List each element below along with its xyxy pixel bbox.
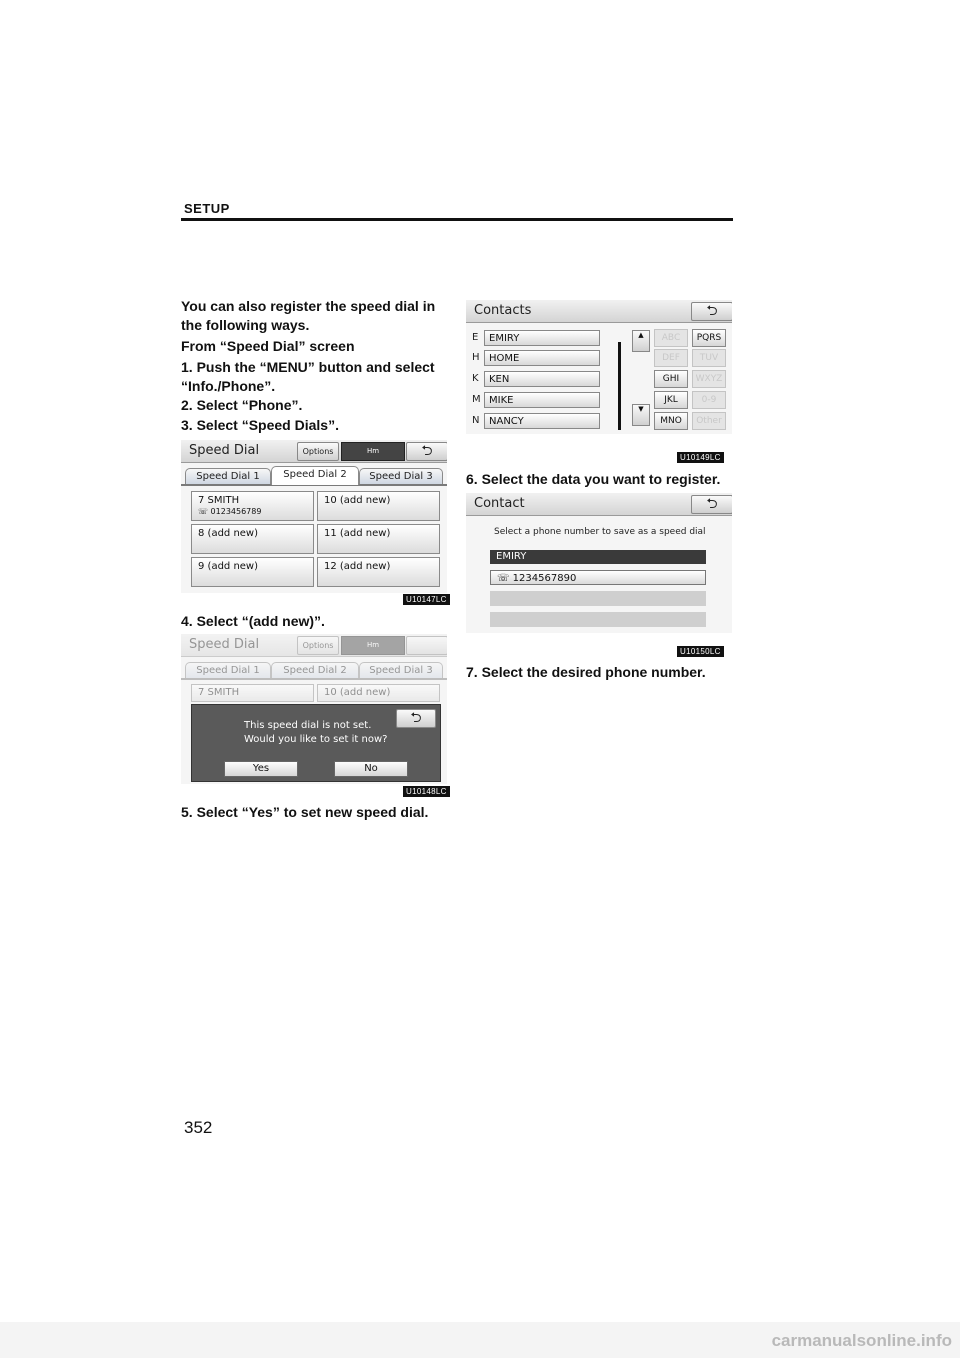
options-button: Options bbox=[297, 636, 339, 655]
contact-name-bar: EMIRY bbox=[490, 550, 706, 564]
dialog-back-button[interactable]: ⮌ bbox=[396, 709, 436, 728]
phone-status: Hm bbox=[341, 636, 405, 655]
tab-bar bbox=[181, 660, 447, 680]
key-other: Other bbox=[692, 412, 726, 430]
key-mno[interactable]: MNO bbox=[654, 412, 688, 430]
cell-label: 10 (add new) bbox=[324, 687, 391, 698]
title-bar bbox=[466, 300, 732, 323]
screen-title: Contact bbox=[474, 496, 525, 511]
title-bar bbox=[466, 493, 732, 516]
key-def: DEF bbox=[654, 349, 688, 367]
screen-title: Speed Dial bbox=[189, 443, 260, 458]
options-button[interactable]: Options bbox=[297, 442, 339, 461]
speed-dial-confirm-screen bbox=[181, 634, 447, 784]
index-letter: N bbox=[472, 415, 480, 426]
key-pqrs[interactable]: PQRS bbox=[692, 329, 726, 347]
screen-title: Contacts bbox=[474, 303, 532, 318]
page-number: 352 bbox=[184, 1118, 213, 1137]
image-code-2: U10148LC bbox=[403, 786, 450, 797]
phone-number-button[interactable]: ☏ 1234567890 bbox=[490, 570, 706, 585]
contact-ken[interactable]: KEN bbox=[484, 371, 600, 387]
key-jkl[interactable]: JKL bbox=[654, 391, 688, 409]
from-heading: From “Speed Dial” screen bbox=[181, 338, 355, 354]
empty-number-slot bbox=[490, 612, 706, 627]
screen-title: Speed Dial bbox=[189, 637, 260, 652]
no-button[interactable]: No bbox=[334, 761, 408, 777]
index-letter: E bbox=[472, 332, 479, 343]
cell-label: 7 SMITH bbox=[198, 495, 240, 506]
contact-nancy[interactable]: NANCY bbox=[484, 413, 600, 429]
back-button[interactable]: ⮌ bbox=[406, 442, 447, 461]
intro-paragraph: You can also register the speed dial in the following ways. bbox=[181, 298, 436, 333]
instruction-text: Select a phone number to save as a speed dial bbox=[494, 527, 706, 537]
yes-button[interactable]: Yes bbox=[224, 761, 298, 777]
speed-dial-cell-11[interactable] bbox=[317, 524, 440, 554]
step-5: 5. Select “Yes” to set new speed dial. bbox=[181, 804, 429, 820]
cell-label: 8 (add new) bbox=[198, 528, 259, 539]
contact-home[interactable]: HOME bbox=[484, 350, 600, 366]
contact-emiry[interactable]: EMIRY bbox=[484, 330, 600, 346]
confirm-dialog bbox=[191, 704, 441, 782]
section-title: SETUP bbox=[184, 201, 230, 216]
image-code-3: U10149LC bbox=[677, 452, 724, 463]
title-bar bbox=[181, 634, 447, 657]
key-abc: ABC bbox=[654, 329, 688, 347]
scroll-up-button[interactable]: ▲ bbox=[632, 330, 650, 352]
step-2: 2. Select “Phone”. bbox=[181, 397, 303, 413]
key-0-9: 0-9 bbox=[692, 391, 726, 409]
speed-dial-cell-10[interactable] bbox=[317, 491, 440, 521]
watermark: carmanualsonline.info bbox=[771, 1331, 952, 1350]
dialog-line-1: This speed dial is not set. bbox=[244, 720, 372, 731]
back-button-disabled bbox=[406, 636, 447, 655]
speed-dial-screen bbox=[181, 440, 447, 593]
step-6: 6. Select the data you want to register. bbox=[466, 471, 721, 487]
cell-label: 10 (add new) bbox=[324, 495, 391, 506]
image-code-1: U10147LC bbox=[403, 594, 450, 605]
index-letter: H bbox=[472, 352, 480, 363]
title-bar bbox=[181, 440, 447, 463]
cell-label: 12 (add new) bbox=[324, 561, 391, 572]
tab-speed-dial-3[interactable]: Speed Dial 3 bbox=[359, 468, 443, 484]
tab-speed-dial-3: Speed Dial 3 bbox=[359, 662, 443, 678]
key-tuv: TUV bbox=[692, 349, 726, 367]
contact-mike[interactable]: MIKE bbox=[484, 392, 600, 408]
tab-speed-dial-2[interactable]: Speed Dial 2 bbox=[271, 466, 359, 485]
cell-label: 11 (add new) bbox=[324, 528, 391, 539]
back-button[interactable]: ⮌ bbox=[691, 302, 732, 321]
speed-dial-cell-10 bbox=[317, 684, 440, 702]
speed-dial-cell-7 bbox=[191, 684, 314, 702]
tab-speed-dial-1[interactable]: Speed Dial 1 bbox=[185, 468, 271, 484]
step-3: 3. Select “Speed Dials”. bbox=[181, 417, 339, 433]
index-letter: M bbox=[472, 394, 481, 405]
cell-number: ☏ 0123456789 bbox=[198, 507, 262, 516]
cell-label: 9 (add new) bbox=[198, 561, 259, 572]
cell-label: 7 SMITH bbox=[198, 687, 240, 698]
header-rule bbox=[181, 218, 733, 221]
empty-number-slot bbox=[490, 591, 706, 606]
image-code-4: U10150LC bbox=[677, 646, 724, 657]
speed-dial-cell-7[interactable] bbox=[191, 491, 314, 521]
speed-dial-cell-8[interactable] bbox=[191, 524, 314, 554]
phone-status: Hm bbox=[341, 442, 405, 461]
back-button[interactable]: ⮌ bbox=[691, 495, 732, 514]
tab-speed-dial-1: Speed Dial 1 bbox=[185, 662, 271, 678]
step-7: 7. Select the desired phone number. bbox=[466, 664, 706, 680]
dialog-line-2: Would you like to set it now? bbox=[244, 734, 388, 745]
key-ghi[interactable]: GHI bbox=[654, 370, 688, 388]
tab-bar bbox=[181, 466, 447, 486]
tab-speed-dial-2: Speed Dial 2 bbox=[271, 662, 359, 678]
step-4: 4. Select “(add new)”. bbox=[181, 613, 325, 629]
contact-screen bbox=[466, 493, 732, 633]
scrollbar[interactable] bbox=[618, 342, 621, 430]
speed-dial-cell-12[interactable] bbox=[317, 557, 440, 587]
dialog-message bbox=[244, 719, 387, 747]
contacts-screen bbox=[466, 300, 732, 434]
scroll-down-button[interactable]: ▼ bbox=[632, 404, 650, 426]
key-wxyz: WXYZ bbox=[692, 370, 726, 388]
step-1: 1. Push the “MENU” button and select “Info./Phone”. bbox=[181, 359, 435, 394]
speed-dial-cell-9[interactable] bbox=[191, 557, 314, 587]
index-letter: K bbox=[472, 373, 479, 384]
